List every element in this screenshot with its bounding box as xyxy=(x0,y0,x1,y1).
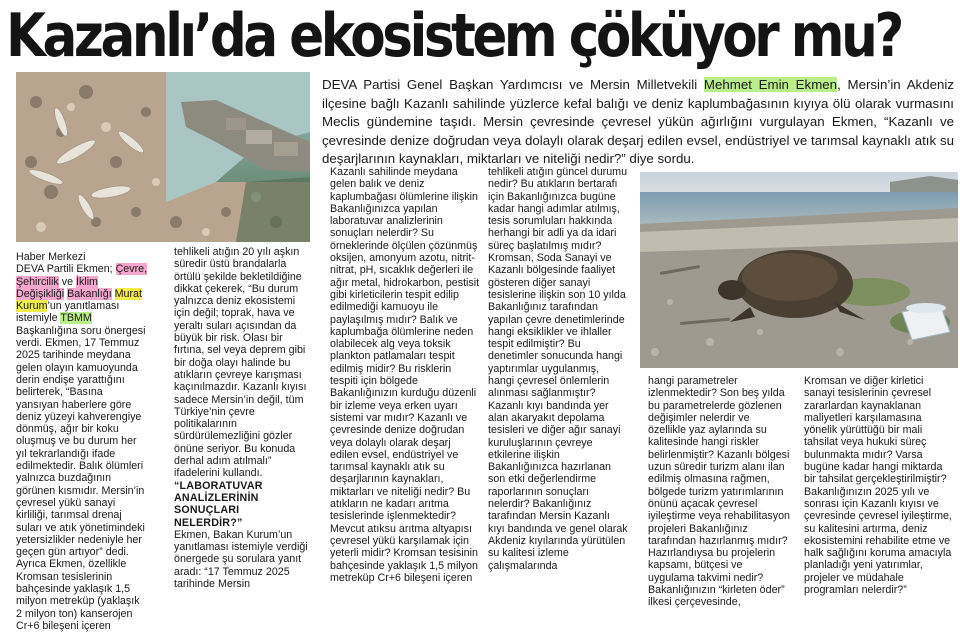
lead-paragraph xyxy=(322,76,954,169)
col1-intro: DEVA Partili Ekmen; xyxy=(16,263,116,276)
col1-joiner: ve xyxy=(58,275,76,288)
column-3-text: Kazanlı sahilinde meydana gelen balık ve deniz kaplumbağası ölümlerine ilişkin Bakanlığınızca yapılan laboratuvar analizlerinin sonuçları nelerdir? Su örneklerinde ölçülen çözünmüş oksijen, amonyum azotu, nitrit-nitrat, pH, sıcaklık değerleri ile ağır metal, hidrokarbon, pestisit gibi kirleticilerin tespit edilip edilmediği kamuoyu ile paylaşılmış mıdır? Balık ve kaplumbağa ölümlerine neden olabilecek alg veya toksik plankton patlamaları tespit edilmiş midir? Bu risklerin tespiti için bölgede Bakanlığınızın kurduğu düzenli bir izleme veya erken uyarı sistemi var mıdır? Kazanlı ve çevresinde denize doğrudan veya dolaylı olarak deşarj edilen evsel, endüstriyel ve tarımsal kaynaklı atık su deşarjlarının kaynakları, miktarları ve niteliği nedir? Bu atıkların ne kadarı arıtma tesislerinde işlenmektedir? Mevcut atıksu arıtma altyapısı çevresel yükü karşılamak için yeterli midir? Kromsan tesisinin bahçesinde yaklaşık 1,5 milyon metreküp Cr+6 bileşeni içeren xyxy=(330,166,480,584)
highlight-minister-name: Murat Kurum xyxy=(16,287,142,313)
column-5-text: hangi parametreler izlenmektedir? Son beş yılda bu parametrelerde gözlenen değişimler nelerdir ve özellikle yaz aylarında su kalitesinde hangi riskler belirlenmiştir? Kazanlı bölgesi uzun süredir turizm alanı ilan edilmiş olmasına rağmen, bölgede turizm yatırımlarının önünü açacak çevresel iyileştirme veya rehabilitasyon projeleri Bakanlığınız tarafından hazırlanmış mıdır? Hazırlandıysa bu projelerin kapsamı, bütçesi ve uygulama takvimi nedir? Bakanlığınızın “kirleten öder” ilkesi çerçevesinde, xyxy=(648,375,790,609)
beach-dead-fish-photo xyxy=(16,72,310,242)
article-column-4 xyxy=(488,166,628,617)
lead-highlighted-name: Mehmet Emin Ekmen xyxy=(703,77,838,92)
column-6-text: Kromsan ve diğer kirletici sanayi tesislerinin çevresel zararlardan kaynaklanan maliyetleri karşılamasına yönelik yürüttüğü bir mali tahsilat veya hukuki süreç bulunmakta mıdır? Varsa bugüne kadar hangi miktarda bir tahsilat gerçekleştirilmiştir? Bakanlığınızın 2025 yılı ve sonrası için Kazanlı kıyısı ve çevresinde çevresel iyileştirme, su kalitesini artırma, deniz ekosistemini rehabilite etme ve halk sağlığını koruma amacıyla planladığı yeni yatırımlar, projeler ve müdahale programları nelerdir?” xyxy=(804,375,952,597)
headline: Kazanlı’da ekosistem çöküyor mu? xyxy=(6,1,901,71)
col1-after-minister: ’un yanıtlaması istemiyle xyxy=(16,300,120,325)
lead-text-rest: , Mersin’in Akdeniz ilçesine bağlı Kazanlı sahilinde yüzlerce kefal balığı ve deniz kaplumbağasının kıyıya ölü olarak vurmasını Meclis gündemine taşıdı. Mersin çevresinde çevresel yükün ağırlığını vurgulayan Ekmen, “Kazanlı ve çevresinde denize doğrudan veya dolaylı olarak deşarj edilen evsel, endüstriyel ve tarımsal kaynaklı atık su deşarjlarının kaynakları, miktarları ve niteliği nedir?” diye sordu. xyxy=(322,77,954,167)
highlight-ministry-iklim: İklim Değişikliği xyxy=(16,275,98,300)
article-column-6 xyxy=(804,375,954,617)
dead-sea-turtle-shore-photo xyxy=(640,172,958,368)
article-column-3 xyxy=(330,166,480,617)
article-column-2 xyxy=(174,246,310,617)
column-2-text-continued: Ekmen, Bakan Kurum’un yanıtlaması istemiyle verdiği önergede şu sorulara yanıt aradı: “17 Temmuz 2025 tarihinde Mersin xyxy=(174,528,308,591)
col1-body: Başkanlığına soru önergesi verdi. Ekmen, 17 Temmuz 2025 tarihinde meydana gelen olayın kamuoyunda derin endişe yarattığını belirterek, “Basına yansıyan haberlere göre deniz yüzeyi kahverengiye dönmüş, ağır bir koku oluşmuş ve bu durum her yıl tekrarlandığı ifade edilmektedir. Balık ölümleri yalnızca buzdağının görünen kısmıdır. Mersin’in çevresel yükü sanayi kirliliği, tarımsal drenaj suları ve atık yönetimindeki yetersizlikler nedeniyle her geçen gün artıyor” dedi. Ayrıca Ekmen, özellikle Kromsan tesislerinin bahçesinde yaklaşık 1,5 milyon metreküp (yaklaşık 2 milyon ton) kanserojen Cr+6 bileşeni içeren xyxy=(16,324,146,632)
highlight-ministry-cevre: Çevre, xyxy=(115,263,148,276)
article-column-1 xyxy=(16,251,148,632)
column-2-text: tehlikeli atığın 20 yılı aşkın süredir üstü brandalarla örtülü şekilde bekletildiğine dikkat çekerek, “Bu durum yalnızca deniz ekosistemi için değil; toprak, hava ve yeraltı suları açısından da büyük bir risk. Olası bir fırtına, sel veya deprem gibi bir doğa olayı halinde bu atıkların çevreye karışması kaçınılmazdır. Kazanlı kıyısı sadece Mersin’in değil, tüm Türkiye’nin çevre politikalarının sürdürülemezliğini gözler önüne seriyor. Bu konuda derhal adım atılmalı” ifadelerini kullandı. xyxy=(174,246,307,480)
byline: Haber Merkezi xyxy=(16,251,86,263)
subheading: “LABORATUVAR ANALİZLERİNİN SONUÇLARI NELERDİR?” xyxy=(174,479,263,529)
article-column-5 xyxy=(648,375,790,617)
column-4-text: tehlikeli atığın güncel durumu nedir? Bu atıkların bertarafı için Bakanlığınızca bugüne kadar hangi adımlar atılmış, tesis sorumluları hakkında herhangi bir adli ya da idari süreç başlatılmış mıdır? Kromsan, Soda Sanayi ve Kazanlı bölgesinde faaliyet gösteren diğer sanayi tesislerine ilişkin son 10 yılda Bakanlığınız tarafından yapılan çevre denetimlerinde hangi eksiklikler ve ihlaller tespit edilmiştir? Bu denetimler sonucunda hangi yaptırımlar uygulanmış, hangi çevresel önlemlerin alınması sağlanmıştır? Kazanlı kıyı bandında yer alan akaryakıt depolama tesisleri ve diğer ağır sanayi kuruluşlarının çevreye etkilerine ilişkin Bakanlığınızca hazırlanan son etki değerlendirme raporlarının sonuçları nelerdir? Bakanlığınız tarafından Mersin Kazanlı kıyı bandında ve genel olarak Akdeniz kıyılarında yürütülen su kalitesi izleme çalışmalarında xyxy=(488,166,628,572)
lead-text-start: DEVA Partisi Genel Başkan Yardımcısı ve Mersin Milletvekili xyxy=(322,77,704,92)
highlight-ministry-sehircilik: Şehircilik xyxy=(16,275,59,288)
column-1-text xyxy=(16,263,148,632)
highlight-tbmm: TBMM xyxy=(60,312,92,325)
highlight-ministry-bakanligi: Bakanlığı xyxy=(67,287,112,300)
